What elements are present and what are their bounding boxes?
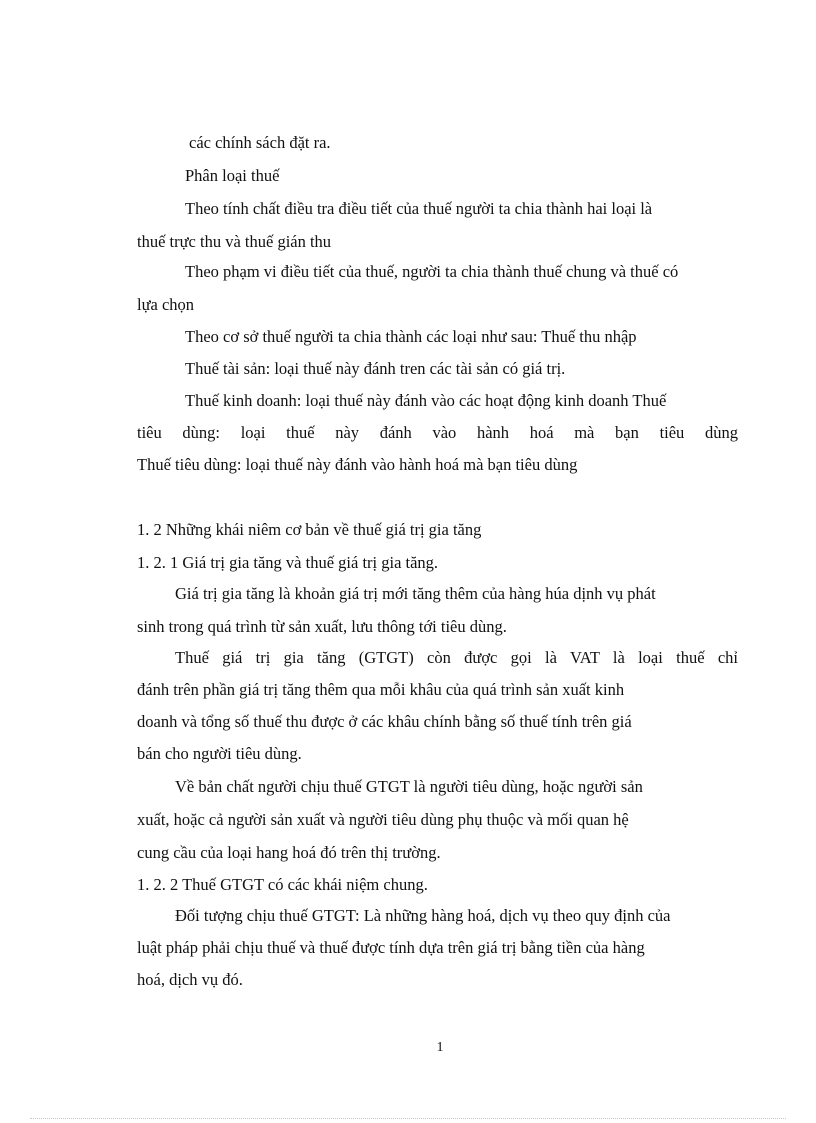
paragraph-vat-line-1: Thuế giá trị gia tăng (GTGT) còn được gọi là VAT là loại thuế chỉ [175, 648, 738, 667]
paragraph-vat-nature-line-1: Về bản chất người chịu thuế GTGT là người tiêu dùng, hoặc người sản [175, 777, 643, 796]
paragraph-nature-line-2: thuế trực thu và thuế gián thu [137, 232, 332, 251]
page-number: 1 [436, 1040, 444, 1055]
section-heading-1-2-2: 1. 2. 2 Thuế GTGT có các khái niệm chung. [137, 875, 428, 894]
paragraph-object-line-1: Đối tượng chịu thuế GTGT: Là những hàng hoá, dịch vụ theo quy định của [175, 906, 671, 925]
paragraph-nature-line-1 [185, 199, 738, 219]
paragraph-business-line-3: Thuế tiêu dùng: loại thuế này đánh vào hành hoá mà bạn tiêu dùng [137, 455, 578, 474]
paragraph-vat-line-2: đánh trên phần giá trị tăng thêm qua mỗi khâu của quá trình sản xuất kinh [137, 680, 625, 699]
paragraph-scope-line-2: lựa chọn [137, 295, 195, 314]
paragraph-property-tax: Thuế tài sản: loại thuế này đánh tren các tài sản có giá trị. [185, 359, 566, 378]
paragraph-vat-line-4: bán cho người tiêu dùng. [137, 744, 302, 763]
paragraph-scope-line-1: Theo phạm vi điều tiết của thuế, người ta chia thành thuế chung và thuế có [185, 262, 679, 281]
paragraph-object-line-3: hoá, dịch vụ đó. [137, 970, 243, 989]
page-bottom-divider [30, 1118, 786, 1119]
paragraph-value-added-line-1: Giá trị gia tăng là khoản giá trị mới tăng thêm của hàng húa dịnh vụ phát [175, 584, 656, 603]
paragraph-vat-nature-line-3: cung cầu của loại hang hoá đó trên thị trường. [137, 843, 441, 862]
section-heading-1-2-1: 1. 2. 1 Giá trị gia tăng và thuế giá trị gia tăng. [137, 553, 439, 572]
paragraph-value-added-line-2: sinh trong quá trình từ sản xuất, lưu thông tới tiêu dùng. [137, 617, 507, 636]
paragraph-vat-nature-line-2: xuất, hoặc cả người sản xuất và người tiêu dùng phụ thuộc và mối quan hệ [137, 810, 629, 829]
paragraph-tax-base: Theo cơ sở thuế người ta chia thành các loại như sau: Thuế thu nhập [185, 327, 637, 346]
paragraph-continuation: các chính sách đặt ra. [189, 133, 331, 152]
paragraph-business-line-1: Thuế kinh doanh: loại thuế này đánh vào các hoạt động kinh doanh Thuế [185, 391, 667, 410]
paragraph-text: Theo tính chất điều tra điều tiết của thuế người ta chia thành hai loại là [185, 199, 653, 218]
section-heading-1-2: 1. 2 Những khái niêm cơ bản về thuế giá trị gia tăng [137, 520, 482, 539]
classification-heading: Phân loại thuế [185, 166, 280, 185]
paragraph-business-line-2: tiêu dùng: loại thuế này đánh vào hành hoá mà bạn tiêu dùng [137, 423, 738, 442]
paragraph-object-line-2: luật pháp phải chịu thuế và thuế được tính dựa trên giá trị bằng tiền của hàng [137, 938, 645, 957]
paragraph-vat-line-3: doanh và tổng số thuế thu được ở các khâu chính bằng số thuế tính trên giá [137, 712, 632, 731]
